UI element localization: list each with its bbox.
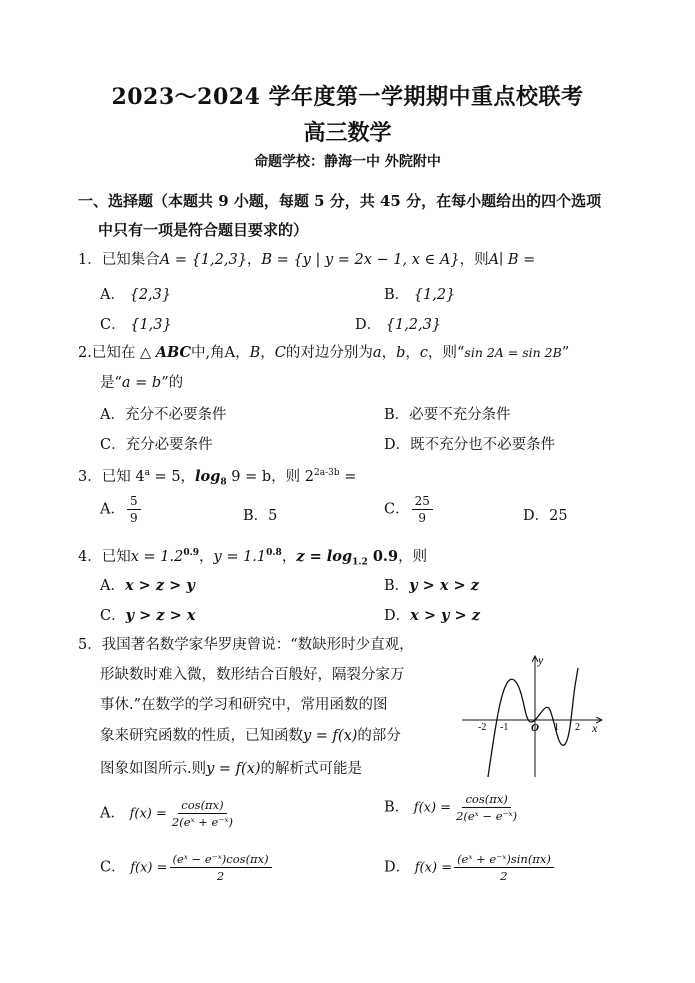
question-number: 2. xyxy=(78,345,92,361)
q5-option-d[interactable]: D． f(x) = $\frac{\text{(eˣ + e⁻ˣ)sin(πx)}}{2}$ xyxy=(384,852,556,883)
question-1-stem: 1．已知集合A = {1,2,3}，B = {y | y = 2x − 1, x ∈ A}，则A∣ B = xyxy=(78,252,536,268)
exam-title: 2023～2024 学年度第一学期期中重点校联考 xyxy=(111,84,584,110)
q3-option-d[interactable]: D．25 xyxy=(523,508,568,524)
exam-subject: 高三数学 xyxy=(303,120,392,146)
q3-option-a[interactable]: A． $\frac{5}{9}$ xyxy=(100,494,143,525)
q3-option-b[interactable]: B．5 xyxy=(243,508,278,524)
q2-option-c[interactable]: C．充分必要条件 xyxy=(100,437,213,453)
q4-option-a[interactable]: A．x > z > y xyxy=(100,577,195,594)
question-number: 5． xyxy=(78,637,102,653)
q2-option-d[interactable]: D．既不充分也不必要条件 xyxy=(384,437,556,453)
q2-option-b[interactable]: B．必要不充分条件 xyxy=(384,407,511,423)
question-number: 1． xyxy=(78,252,102,268)
q5-option-c[interactable]: C． f(x) = $\frac{\text{(eˣ − e⁻ˣ)cos(πx)}}{2}$ xyxy=(100,852,274,883)
question-2-stem-line2: 是“a = b”的 xyxy=(100,375,184,391)
question-5-line2: 形缺数时难入微，数形结合百般好，隔裂分家万 xyxy=(100,667,405,683)
question-3-stem: 3．已知 $4^a = 5$，$\log_8 9 = b$，则 $2^{2a-3b}$ = xyxy=(78,467,357,488)
section-header-line2: 中只有一项是符合题目要求的） xyxy=(98,221,309,239)
function-graph xyxy=(458,650,608,780)
exam-schools: 命题学校：静海一中 外院附中 xyxy=(254,154,441,170)
q1-option-b[interactable]: B． {1,2} xyxy=(384,287,456,303)
y-axis-label: y xyxy=(538,653,544,667)
q4-option-b[interactable]: B．y > x > z xyxy=(384,577,479,594)
tick-label-2: 2 xyxy=(575,722,580,733)
question-4-stem: 4．已知$x = 1.2^{0.9}$，$y = 1.1^{0.8}$，$z = \log_{1.2} 0.9$，则 xyxy=(78,547,428,568)
tick-label-neg1: -1 xyxy=(500,722,509,733)
question-number: 3． xyxy=(78,468,102,485)
q3-option-c[interactable]: C． $\frac{25}{9}$ xyxy=(384,494,435,525)
x-axis-label: x xyxy=(592,721,598,735)
question-5-line4: 象来研究函数的性质，已知函数y = f(x)的部分 xyxy=(100,728,401,744)
question-5-line3: 事休.”在数学的学习和研究中，常用函数的图 xyxy=(100,697,388,713)
q5-option-b[interactable]: B． f(x) = $\frac{\cos(\pi x)}{\text{2(eˣ − e⁻ˣ)}}$ xyxy=(384,792,518,823)
q5-option-a[interactable]: A． f(x) = $\frac{\cos(\pi x)}{\text{2(eˣ + e⁻ˣ)}}$ xyxy=(100,798,233,829)
q4-option-c[interactable]: C．y > z > x xyxy=(100,607,196,624)
q2-option-a[interactable]: A．充分不必要条件 xyxy=(100,407,227,423)
question-5-line1: 5．我国著名数学家华罗庚曾说：“数缺形时少直观， xyxy=(78,637,414,653)
q1-option-d[interactable]: D． {1,2,3} xyxy=(355,317,442,333)
question-5-line5: 图象如图所示.则y = f(x)的解析式可能是 xyxy=(100,761,363,777)
q1-option-c[interactable]: C． {1,3} xyxy=(100,317,172,333)
question-number: 4． xyxy=(78,548,102,565)
section-header-line1: 一、选择题（本题共 9 小题，每题 5 分，共 45 分，在每小题给出的四个选项 xyxy=(78,192,602,210)
tick-label-neg2: -2 xyxy=(478,722,487,733)
origin-label: O xyxy=(531,722,539,734)
question-2-stem: 2.已知在 △ ABC中,角A，B，C的对边分别为a，b，c，则“sin 2A = sin 2B” xyxy=(78,344,570,361)
q4-option-d[interactable]: D．x > y > z xyxy=(384,607,480,624)
tick-label-1: 1 xyxy=(554,722,559,733)
q1-option-a[interactable]: A． {2,3} xyxy=(100,287,172,303)
